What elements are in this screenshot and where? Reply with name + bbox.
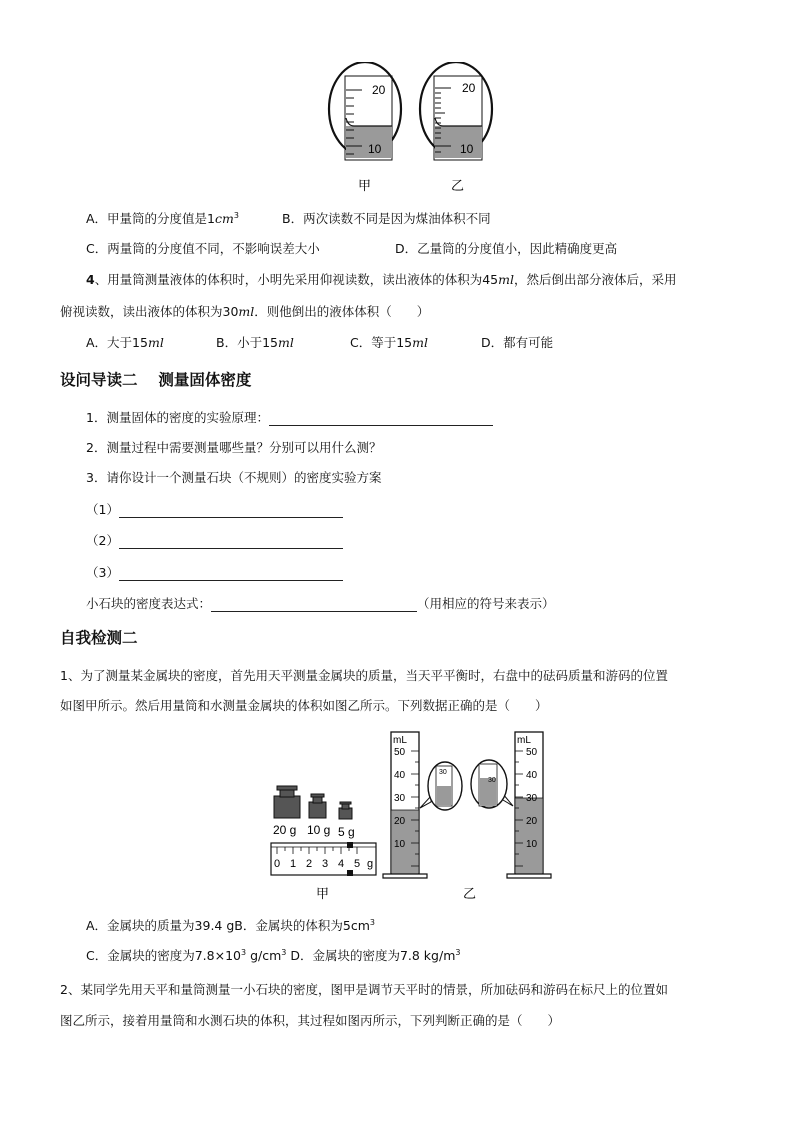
cyl-left-tick-50: 50 [394,747,406,758]
section2-item-2: 2．测量过程中需要测量哪些量？分别可以用什么测？ [86,440,382,455]
sc-q1-option-a: A．金属块的质量为39.4 g [86,918,235,933]
sc-q1-option-c-sup: 3 [241,947,247,957]
sc-q2-line-2: 图乙所示，接着用量筒和水测石块的体积，其过程如图丙所示，下列判断正确的是（ ） [60,1013,561,1028]
q3-option-a-unit: cm [215,211,234,226]
sc-q1-option-c-sup2: 3 [281,947,287,957]
q3-option-a [86,211,239,227]
q4-text-2: ，然后倒出部分液体后，采用 [513,272,677,287]
q4-option-b-unit: ml [277,335,294,350]
density-expression-note: （用相应的符号来表示） [417,596,555,611]
ruler-tick-2: 2 [306,858,313,870]
q3-option-a-sup: 3 [233,210,239,220]
right-scale-upper: 20 [462,81,476,95]
plan-step-3 [86,565,343,581]
q4-option-c-text: C．等于15 [350,335,413,350]
cyl-left-tick-20: 20 [394,816,406,827]
right-scale-lower: 10 [460,142,474,156]
cylinder-right [507,732,551,878]
ruler-tick-0: 0 [274,858,281,870]
sc-q1-option-b: B．金属块的体积为5cm [234,918,370,933]
answer-blank-step-1[interactable] [119,504,343,518]
ruler-tick-5: 5 [354,858,361,870]
q3-option-a-text: A．甲量筒的分度值是1 [86,211,216,226]
plan-step-3-label: （3） [86,565,119,580]
sc-q1-options-ab [86,918,375,934]
q3-option-c: C．两量筒的分度值不同，不影响误差大小 [86,241,320,256]
q4-line-1 [86,272,677,288]
cylinder-view-right [420,62,492,160]
cylinder-view-left [329,62,401,160]
ruler-unit: g [367,858,374,870]
weight-label-10g: 10 g [307,823,331,837]
density-expression-label: 小石块的密度表达式： [86,596,212,611]
plan-step-1 [86,502,343,518]
ruler-tick-4: 4 [338,858,345,870]
cyl-right-tick-20: 20 [526,816,538,827]
sc-q1-option-b-sup: 3 [369,917,375,927]
fig-top-label-right: 乙 [451,178,465,193]
weight-label-20g: 20 g [273,823,297,837]
q4-line-2 [60,304,429,320]
q4-text-1: 、用量筒测量液体的体积时，小明先采用仰视读数，读出液体的体积为45 [94,272,499,287]
ruler-tick-3: 3 [322,858,329,870]
left-scale-upper: 20 [372,83,386,97]
q4-option-b [216,335,294,351]
balance-cylinder-figure [265,728,565,906]
sc-q1-option-c-unit: g/cm [246,948,282,963]
left-scale-lower: 10 [368,142,382,156]
fig-label-right: 乙 [463,886,477,901]
sc-q1-options-cd [86,948,460,964]
q4-option-a-text: A．大于15 [86,335,148,350]
top-cylinder-figure [320,62,510,197]
sc-q2-line-1: 2、某同学先用天平和量筒测量一小石块的密度，图甲是调节天平时的情景，所加砝码和游码在标尺上的位置如 [60,982,668,997]
sc-q1-line-1: 1、为了测量某金属块的密度，首先用天平测量金属块的质量，当天平平衡时，右盘中的砝码质量和游码的位置 [60,668,668,683]
q4-text-3: 俯视读数，读出液体的体积为30 [60,304,239,319]
plan-step-1-label: （1） [86,502,119,517]
ruler-tick-1: 1 [290,858,297,870]
q4-unit-1: ml [498,272,514,287]
answer-blank-step-2[interactable] [119,535,343,549]
cyl-left-tick-40: 40 [394,770,406,781]
answer-blank-step-3[interactable] [119,567,343,581]
cyl-right-unit: mL [517,735,531,746]
section2-item-1 [86,410,493,426]
cyl-right-tick-10: 10 [526,839,538,850]
q4-option-c-unit: ml [412,335,428,350]
section-title-2: 设问导读二 测量固体密度 [60,371,252,389]
sc-q1-line-2: 如图甲所示。然后用量筒和水测量金属块的体积如图乙所示。下列数据正确的是（ ） [60,698,548,713]
zoom-left-label: 30 [439,769,447,776]
zoom-bubble-right [471,760,513,808]
balance-ruler [271,842,376,876]
section2-item-3: 3．请你设计一个测量石块（不规则）的密度实验方案 [86,470,382,485]
q4-unit-2: ml [238,304,255,319]
zoom-bubble-left [420,762,462,810]
answer-blank-principle[interactable] [269,412,493,426]
density-expression-line [86,596,555,612]
q4-option-c [350,335,428,351]
fig-label-left: 甲 [316,886,330,901]
plan-step-2-label: （2） [86,533,119,548]
q4-option-d: D．都有可能 [481,335,554,350]
q4-option-a-unit: ml [147,335,164,350]
q4-text-4: ．则他倒出的液体体积（ ） [254,304,430,319]
fig-top-label-left: 甲 [358,178,372,193]
sc-q1-option-d: D．金属块的密度为7.8 kg/m [286,948,456,963]
q4-option-b-text: B．小于15 [216,335,278,350]
section-title-selfcheck: 自我检测二 [60,629,138,647]
plan-step-2 [86,533,343,549]
section2-item-1-text: 1．测量固体的密度的实验原理： [86,410,269,425]
q3-option-b: B．两次读数不同是因为煤油体积不同 [282,211,491,226]
cyl-left-tick-30: 30 [394,793,406,804]
q3-option-d: D．乙量筒的分度值小，因此精确度更高 [395,241,618,256]
sc-q1-option-c: C．金属块的密度为7.8×10 [86,948,241,963]
cyl-left-unit: mL [393,735,407,746]
q4-option-a [86,335,164,351]
weight-5g [339,802,352,819]
cylinder-left [383,732,427,878]
q4-number: 4 [86,272,95,287]
weight-label-5g: 5 g [338,825,355,839]
cyl-left-tick-10: 10 [394,839,406,850]
answer-blank-expression[interactable] [211,598,417,612]
weight-10g [309,794,326,818]
sc-q1-option-d-sup: 3 [455,947,461,957]
cyl-right-tick-30: 30 [526,793,538,804]
zoom-right-label: 30 [488,777,496,784]
cyl-right-tick-40: 40 [526,770,538,781]
cyl-right-tick-50: 50 [526,747,538,758]
weight-20g [274,786,300,818]
